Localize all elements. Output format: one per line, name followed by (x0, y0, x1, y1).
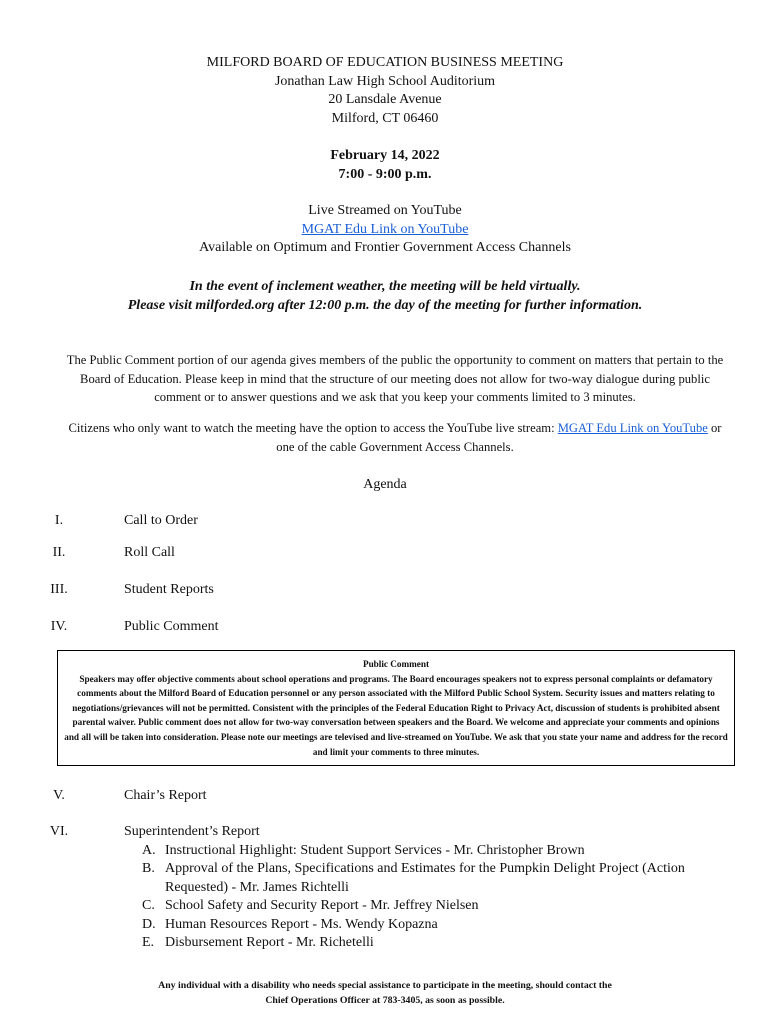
footer-line-1: Any individual with a disability who needs special assistance to participate in the meeting, should contact the (158, 980, 612, 991)
accessibility-footer (0, 979, 770, 1008)
sub-item-text: School Safety and Security Report - Mr. Jeffrey Nielsen (165, 898, 479, 913)
venue-street: 20 Lansdale Avenue (328, 92, 442, 108)
agenda-item-label: Call to Order (124, 513, 198, 528)
agenda-item-label: Superintendent’s Report (124, 824, 260, 839)
sub-item-text: Disbursement Report - Mr. Richetelli (165, 935, 374, 950)
citizens-paragraph (60, 419, 730, 456)
agenda-title: Agenda (363, 477, 407, 492)
footer-line-2: Chief Operations Officer at 783-3405, as soon as possible. (265, 994, 505, 1006)
public-comment-box-title: Public Comment (362, 659, 430, 669)
youtube-link-inline[interactable]: MGAT Edu Link on YouTube (557, 421, 708, 435)
sub-item-text: Approval of the Plans, Specifications and Estimates for the Pumpkin Delight Project (Action Requested) - Mr. James Richtelli (165, 861, 685, 895)
venue-city: Milford, CT 06460 (331, 110, 439, 126)
public-comment-box-body: Speakers may offer objective comments about school operations and programs. The Board encourages speakers not to express personal complaints or defamatory comments about the Milford Board of Education personnel or any person associated with the Milford Public School System. Security issues and matters relating to negotiations/grievances will not be permitted. Consistent with the principles of the Federal Education Right to Privacy Act, discussion of students is prohibited absent parental waiver. Public comment does not allow for two-way conversation between speakers and the Board. We welcome and appreciate your comments and opinions and all will be taken into consideration. Please note our meetings are televised and live-streamed on YouTube. We ask that you state your name and address for the record and limit your comments to three minutes. (64, 673, 728, 757)
agenda-item-number: IV. (50, 619, 68, 634)
meeting-date-block (0, 147, 770, 184)
meeting-header (0, 54, 770, 128)
agenda-item-number: VI. (49, 824, 69, 839)
stream-info (0, 202, 770, 258)
agenda-item-label: Student Reports (124, 582, 214, 597)
citizens-text-end: or one of the cable Government Access Channels. (276, 421, 722, 454)
sub-item-letter: C. (142, 898, 155, 913)
sub-item-letter: E. (142, 935, 155, 950)
sub-item-text: Human Resources Report - Ms. Wendy Kopazna (165, 917, 438, 932)
sub-item-letter: A. (142, 843, 156, 858)
public-comment-box (57, 650, 735, 766)
agenda-item-number: II. (52, 545, 66, 560)
agenda-item-label: Chair’s Report (124, 788, 207, 803)
agenda-item-label: Public Comment (124, 619, 219, 634)
citizens-text: Citizens who only want to watch the meeting have the option to access the YouTube live stream: (68, 421, 558, 435)
weather-line-2: Please visit milforded.org after 12:00 p.m. the day of the meeting for further information. (127, 297, 643, 313)
access-channels: Available on Optimum and Frontier Government Access Channels (199, 240, 571, 256)
meeting-time: 7:00 - 9:00 p.m. (338, 166, 432, 182)
sub-item-letter: B. (142, 861, 155, 876)
meeting-date: February 14, 2022 (330, 148, 440, 163)
venue-name: Jonathan Law High School Auditorium (274, 73, 496, 89)
weather-notice (0, 278, 770, 315)
agenda-item-number: III. (50, 582, 68, 597)
sub-item-letter: D. (142, 917, 156, 932)
agenda-item-label: Roll Call (124, 545, 175, 560)
youtube-link[interactable]: MGAT Edu Link on YouTube (301, 221, 469, 237)
public-comment-intro: The Public Comment portion of our agenda gives members of the public the opportunity to comment on matters that pertain to the Board of Education. Please keep in mind that the structure of our meeting does not allow for two-way dialogue during public comment or to answer questions and we ask that you keep your comments limited to 3 minutes. (66, 353, 724, 405)
sub-item-text: Instructional Highlight: Student Support Services - Mr. Christopher Brown (165, 843, 585, 858)
stream-label: Live Streamed on YouTube (308, 203, 462, 218)
agenda-item-number: I. (54, 513, 64, 528)
meeting-title: MILFORD BOARD OF EDUCATION BUSINESS MEETING (206, 55, 564, 70)
weather-line-1: In the event of inclement weather, the meeting will be held virtually. (189, 279, 581, 294)
agenda-item-number: V. (53, 788, 65, 803)
